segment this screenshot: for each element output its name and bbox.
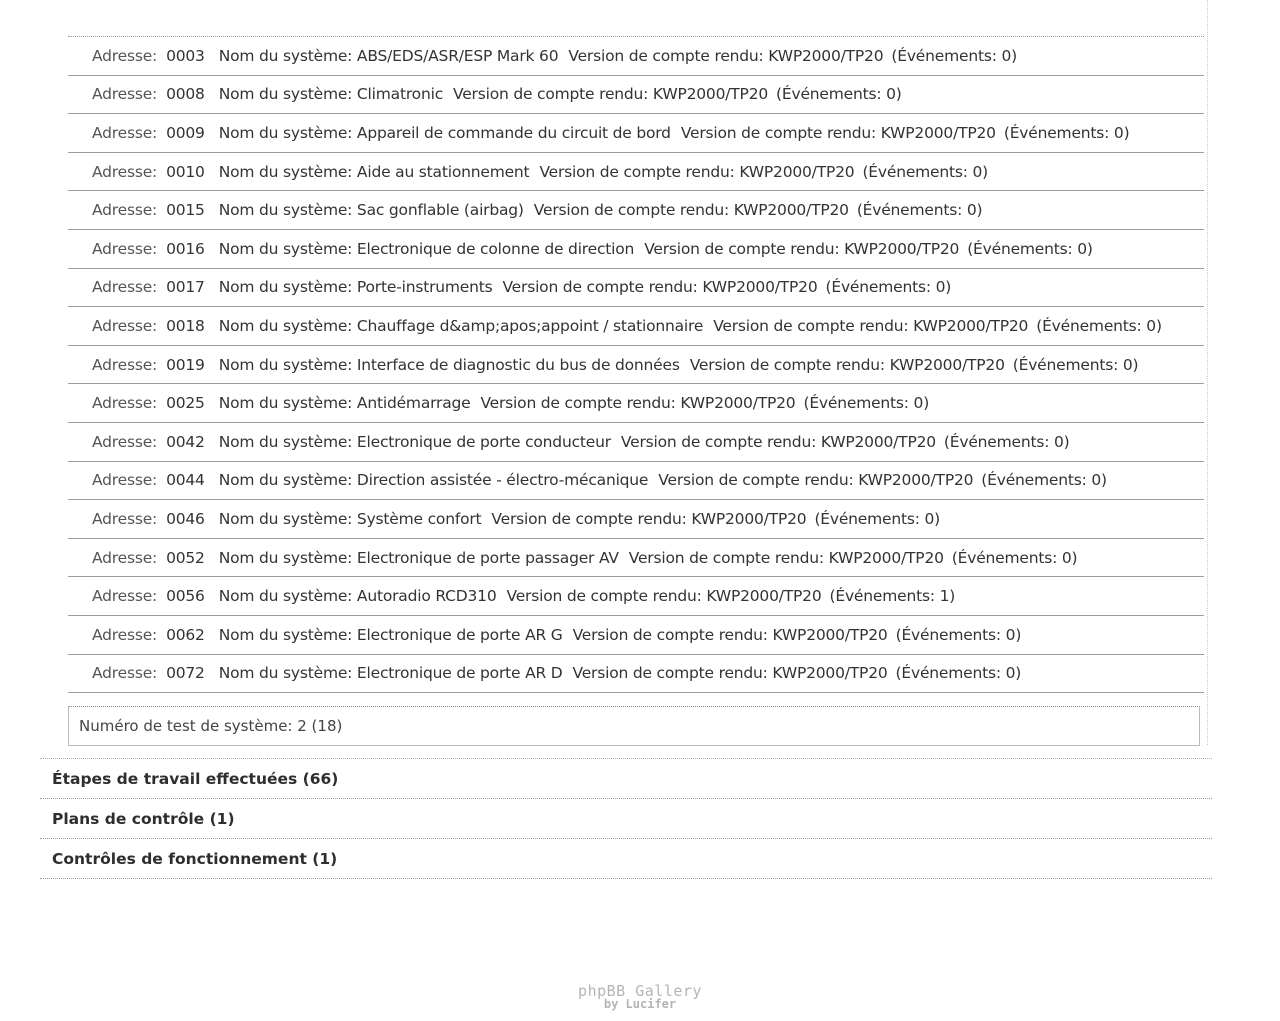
system-address: 0019 xyxy=(166,355,205,374)
system-name: Nom du système: Electronique de colonne de direction xyxy=(218,239,635,258)
system-address: 0062 xyxy=(166,625,205,644)
system-row xyxy=(68,616,1204,655)
address-label: Adresse: xyxy=(92,123,158,142)
protocol-version: Version de compte rendu: KWP2000/TP20 xyxy=(491,509,807,528)
system-name: Nom du système: Electronique de porte passager AV xyxy=(218,548,619,567)
protocol-version: Version de compte rendu: KWP2000/TP20 xyxy=(568,46,884,65)
event-count: (Événements: 0) xyxy=(856,201,983,220)
address-label: Adresse: xyxy=(92,471,158,490)
address-label: Adresse: xyxy=(92,664,158,683)
event-count: (Événements: 1) xyxy=(829,587,956,606)
system-name: Nom du système: Electronique de porte AR D xyxy=(218,664,563,683)
system-name: Nom du système: Sac gonflable (airbag) xyxy=(218,201,524,220)
system-address: 0046 xyxy=(166,509,205,528)
protocol-version: Version de compte rendu: KWP2000/TP20 xyxy=(658,471,974,490)
system-row xyxy=(68,655,1204,694)
system-address: 0008 xyxy=(166,85,205,104)
system-row xyxy=(68,539,1204,578)
protocol-version: Version de compte rendu: KWP2000/TP20 xyxy=(644,239,960,258)
system-row xyxy=(68,191,1204,230)
event-count: (Événements: 0) xyxy=(951,548,1078,567)
system-address: 0017 xyxy=(166,278,205,297)
system-address: 0018 xyxy=(166,316,205,335)
event-count: (Événements: 0) xyxy=(943,432,1070,451)
protocol-version: Version de compte rendu: KWP2000/TP20 xyxy=(572,664,888,683)
system-name: Nom du système: Climatronic xyxy=(218,85,444,104)
system-row xyxy=(68,37,1204,76)
protocol-version: Version de compte rendu: KWP2000/TP20 xyxy=(539,162,855,181)
protocol-version: Version de compte rendu: KWP2000/TP20 xyxy=(502,278,818,297)
address-label: Adresse: xyxy=(92,355,158,374)
protocol-version: Version de compte rendu: KWP2000/TP20 xyxy=(680,123,996,142)
system-row xyxy=(68,230,1204,269)
protocol-version: Version de compte rendu: KWP2000/TP20 xyxy=(628,548,944,567)
system-name: Nom du système: Système confort xyxy=(218,509,482,528)
watermark-line-2: by Lucifer xyxy=(603,997,677,1011)
system-address: 0052 xyxy=(166,548,205,567)
panel-right-border xyxy=(1207,0,1208,745)
section-header-3[interactable]: Contrôles de fonctionnement (1) xyxy=(40,839,1212,879)
address-label: Adresse: xyxy=(92,548,158,567)
address-label: Adresse: xyxy=(92,46,158,65)
watermark-line-1: phpBB Gallery xyxy=(578,982,702,1000)
address-label: Adresse: xyxy=(92,316,158,335)
phpbb-gallery-watermark xyxy=(0,982,1280,1011)
protocol-version: Version de compte rendu: KWP2000/TP20 xyxy=(620,432,936,451)
address-label: Adresse: xyxy=(92,162,158,181)
system-row xyxy=(68,269,1204,308)
address-label: Adresse: xyxy=(92,394,158,413)
protocol-version: Version de compte rendu: KWP2000/TP20 xyxy=(713,316,1029,335)
event-count: (Événements: 0) xyxy=(981,471,1107,490)
system-test-number: Numéro de test de système: 2 (18) xyxy=(68,706,1200,746)
event-count: (Événements: 0) xyxy=(803,394,930,413)
event-count: (Événements: 0) xyxy=(967,239,1093,258)
system-row xyxy=(68,346,1204,385)
system-name: Nom du système: Aide au stationnement xyxy=(218,162,530,181)
section-header-2[interactable]: Plans de contrôle (1) xyxy=(40,799,1212,839)
event-count: (Événements: 0) xyxy=(1003,123,1130,142)
system-name: Nom du système: Electronique de porte AR G xyxy=(218,625,563,644)
event-count: (Événements: 0) xyxy=(891,46,1017,65)
system-row xyxy=(68,114,1204,153)
system-name: Nom du système: Chauffage d&amp;apos;appoint / stationnaire xyxy=(218,316,704,335)
system-name: Nom du système: Appareil de commande du circuit de bord xyxy=(218,123,671,142)
address-label: Adresse: xyxy=(92,625,158,644)
event-count: (Événements: 0) xyxy=(862,162,989,181)
address-label: Adresse: xyxy=(92,432,158,451)
system-row xyxy=(68,76,1204,115)
system-name: Nom du système: Autoradio RCD310 xyxy=(218,587,497,606)
section-header-1[interactable]: Étapes de travail effectuées (66) xyxy=(40,759,1212,799)
protocol-version: Version de compte rendu: KWP2000/TP20 xyxy=(506,587,822,606)
protocol-version: Version de compte rendu: KWP2000/TP20 xyxy=(533,201,849,220)
event-count: (Événements: 0) xyxy=(1012,355,1139,374)
protocol-version: Version de compte rendu: KWP2000/TP20 xyxy=(480,394,796,413)
system-name: Nom du système: Electronique de porte conducteur xyxy=(218,432,611,451)
system-name: Nom du système: Interface de diagnostic du bus de données xyxy=(218,355,680,374)
system-row xyxy=(68,153,1204,192)
address-label: Adresse: xyxy=(92,85,158,104)
system-row xyxy=(68,500,1204,539)
address-label: Adresse: xyxy=(92,587,158,606)
system-address: 0016 xyxy=(166,239,205,258)
system-name: Nom du système: Antidémarrage xyxy=(218,394,471,413)
address-label: Adresse: xyxy=(92,278,158,297)
system-address: 0056 xyxy=(166,587,205,606)
section-list xyxy=(40,758,1212,879)
system-row xyxy=(68,384,1204,423)
address-label: Adresse: xyxy=(92,509,158,528)
system-row xyxy=(68,462,1204,501)
system-address: 0042 xyxy=(166,432,205,451)
system-address: 0044 xyxy=(166,471,205,490)
protocol-version: Version de compte rendu: KWP2000/TP20 xyxy=(689,355,1005,374)
event-count: (Événements: 0) xyxy=(1036,316,1162,335)
system-address: 0015 xyxy=(166,201,205,220)
system-name: Nom du système: Direction assistée - électro-mécanique xyxy=(218,471,649,490)
system-list xyxy=(68,36,1204,693)
system-row xyxy=(68,307,1204,346)
protocol-version: Version de compte rendu: KWP2000/TP20 xyxy=(572,625,888,644)
event-count: (Événements: 0) xyxy=(776,85,902,104)
event-count: (Événements: 0) xyxy=(814,509,941,528)
system-address: 0072 xyxy=(166,664,205,683)
system-address: 0010 xyxy=(166,162,205,181)
protocol-version: Version de compte rendu: KWP2000/TP20 xyxy=(453,85,769,104)
system-row xyxy=(68,577,1204,616)
address-label: Adresse: xyxy=(92,201,158,220)
address-label: Adresse: xyxy=(92,239,158,258)
system-name: Nom du système: ABS/EDS/ASR/ESP Mark 60 xyxy=(218,46,559,65)
system-row xyxy=(68,423,1204,462)
system-address: 0009 xyxy=(166,123,205,142)
event-count: (Événements: 0) xyxy=(895,664,1022,683)
system-address: 0003 xyxy=(166,46,205,65)
system-name: Nom du système: Porte-instruments xyxy=(218,278,493,297)
event-count: (Événements: 0) xyxy=(895,625,1022,644)
event-count: (Événements: 0) xyxy=(825,278,952,297)
system-address: 0025 xyxy=(166,394,205,413)
